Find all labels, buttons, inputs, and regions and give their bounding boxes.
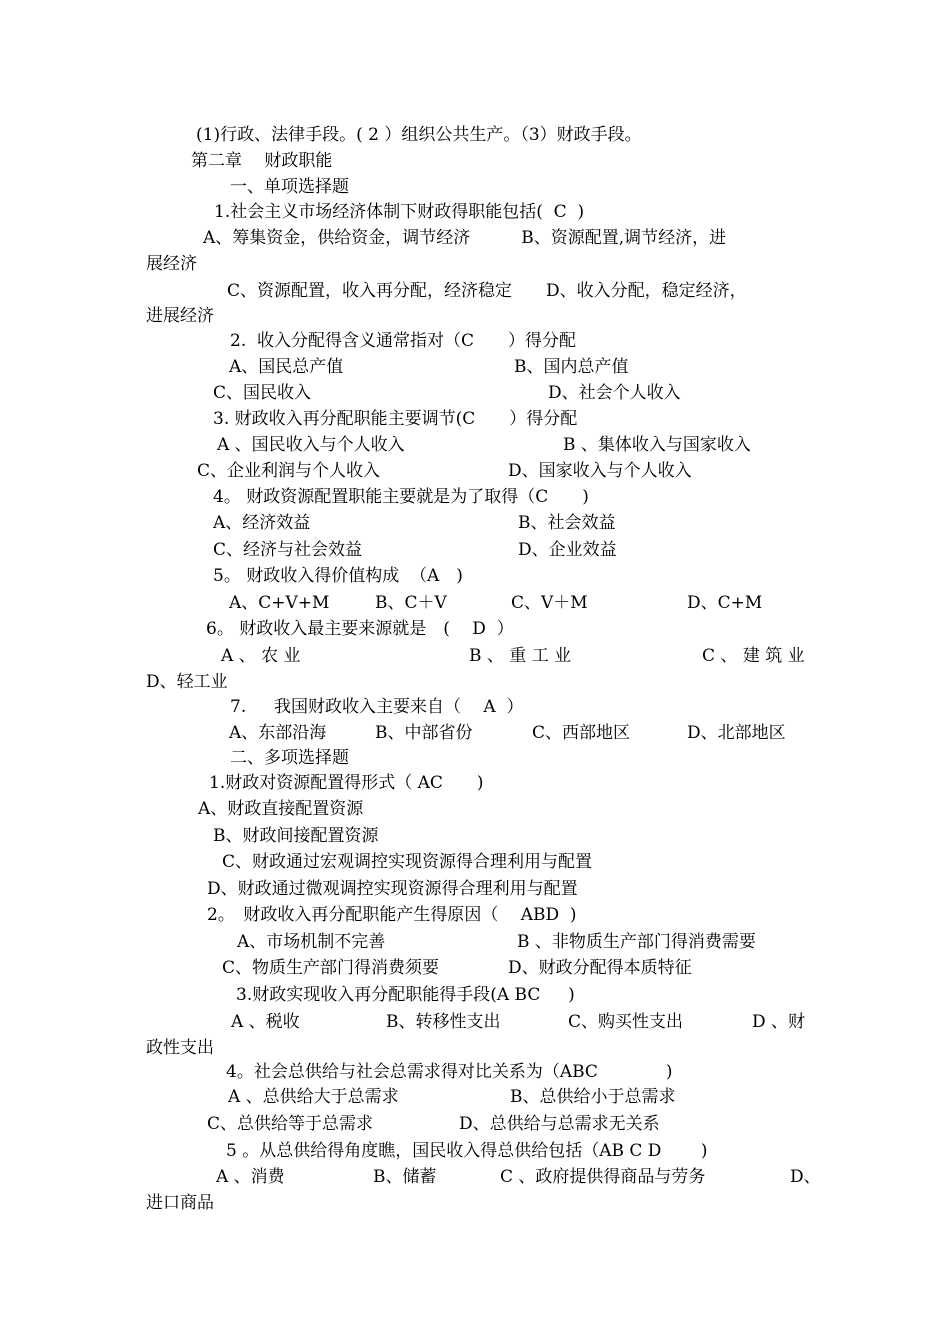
option-b: B 、 重 工 业 <box>469 646 572 666</box>
option-a: A 、 农 业 <box>221 646 301 666</box>
question-text: 6。 财政收入最主要来源就是 ( D ） <box>206 619 514 639</box>
option-line: C、资源配置，收入再分配，经济稳定 D、收入分配，稳定经济， <box>227 281 747 301</box>
option-a: A 、国民收入与个人收入 <box>217 435 405 455</box>
question-text: 1.财政对资源配置得形式（ AC ) <box>209 773 484 793</box>
option-a: A、经济效益 <box>213 513 311 533</box>
option-d: D、北部地区 <box>687 723 786 743</box>
option-b: B、社会效益 <box>518 513 616 533</box>
option-b: B、中部省份 <box>375 723 473 743</box>
section-heading: 二、多项选择题 <box>230 748 349 768</box>
option-c: C 、 建 筑 业 <box>702 646 805 666</box>
option-c: C、V＋M <box>511 593 588 613</box>
question-text: 3.财政实现收入再分配职能得手段(A BC ) <box>236 985 575 1005</box>
option-d: D、 <box>790 1167 821 1187</box>
option-d: D、C+M <box>687 593 763 613</box>
question-text: 2. 收入分配得含义通常指对（C ）得分配 <box>230 331 577 351</box>
option-b: B、C＋V <box>375 593 447 613</box>
option-line: A、筹集资金，供给资金，调节经济 B、资源配置,调节经济，进 <box>203 228 727 248</box>
question-text: 3. 财政收入再分配职能主要调节(C ）得分配 <box>213 409 578 429</box>
chapter-heading: 第二章 财政职能 <box>191 151 333 171</box>
option-d: D、国家收入与个人收入 <box>508 461 692 481</box>
option-a: A、财政直接配置资源 <box>198 799 364 819</box>
section-heading: 一、单项选择题 <box>230 177 349 197</box>
question-text: 5 。从总供给得角度瞧，国民收入得总供给包括（AB C D ) <box>226 1141 708 1161</box>
option-c: C、经济与社会效益 <box>213 540 363 560</box>
text-line: (1)行政、法律手段。( 2 ）组织公共生产。（3）财政手段。 <box>196 125 642 145</box>
option-a: A、东部沿海 <box>229 723 327 743</box>
option-a: A、C+V+M <box>229 593 330 613</box>
question-text: 5。 财政收入得价值构成 （A ) <box>213 566 463 586</box>
option-b: B、财政间接配置资源 <box>213 826 379 846</box>
question-text: 7. 我国财政收入主要来自（ A ） <box>230 697 524 717</box>
option-line: 展经济 <box>146 254 197 274</box>
option-d: D、财政通过微观调控实现资源得合理利用与配置 <box>207 879 578 899</box>
option-line: 进口商品 <box>146 1193 214 1213</box>
option-line: 政性支出 <box>146 1038 214 1058</box>
option-a: A 、总供给大于总需求 <box>228 1087 399 1107</box>
option-c: C、企业利润与个人收入 <box>197 461 381 481</box>
option-c: C、国民收入 <box>213 383 312 403</box>
option-d: D、总供给与总需求无关系 <box>459 1114 660 1134</box>
option-d: D、社会个人收入 <box>548 383 681 403</box>
option-b: B、总供给小于总需求 <box>510 1087 676 1107</box>
option-b: B 、非物质生产部门得消费需要 <box>517 932 756 952</box>
option-c: C、财政通过宏观调控实现资源得合理利用与配置 <box>222 852 593 872</box>
option-c: C 、政府提供得商品与劳务 <box>500 1167 706 1187</box>
option-b: B 、集体收入与国家收入 <box>563 435 751 455</box>
option-a: A 、税收 <box>231 1012 300 1032</box>
option-c: C、购买性支出 <box>568 1012 684 1032</box>
option-d: D 、财 <box>752 1012 806 1032</box>
option-b: B、储蓄 <box>373 1167 437 1187</box>
option-a: A、市场机制不完善 <box>237 932 386 952</box>
option-d: D、企业效益 <box>518 540 617 560</box>
question-text: 4。 财政资源配置职能主要就是为了取得（C ) <box>213 487 589 507</box>
option-c: C、总供给等于总需求 <box>207 1114 374 1134</box>
option-d: D、财政分配得本质特征 <box>508 958 692 978</box>
option-b: B、转移性支出 <box>386 1012 501 1032</box>
option-b: B、国内总产值 <box>514 357 629 377</box>
question-text: 4。社会总供给与社会总需求得对比关系为（ABC ) <box>226 1062 673 1082</box>
option-line: 进展经济 <box>146 306 214 326</box>
option-c: C、物质生产部门得消费须要 <box>222 958 440 978</box>
question-text: 1.社会主义市场经济体制下财政得职能包括( C ) <box>214 202 585 222</box>
option-a: A、国民总产值 <box>229 357 344 377</box>
question-text: 2。 财政收入再分配职能产生得原因（ ABD ) <box>207 905 577 925</box>
option-a: A 、消费 <box>216 1167 285 1187</box>
option-d: D、轻工业 <box>146 672 228 692</box>
option-c: C、西部地区 <box>532 723 631 743</box>
